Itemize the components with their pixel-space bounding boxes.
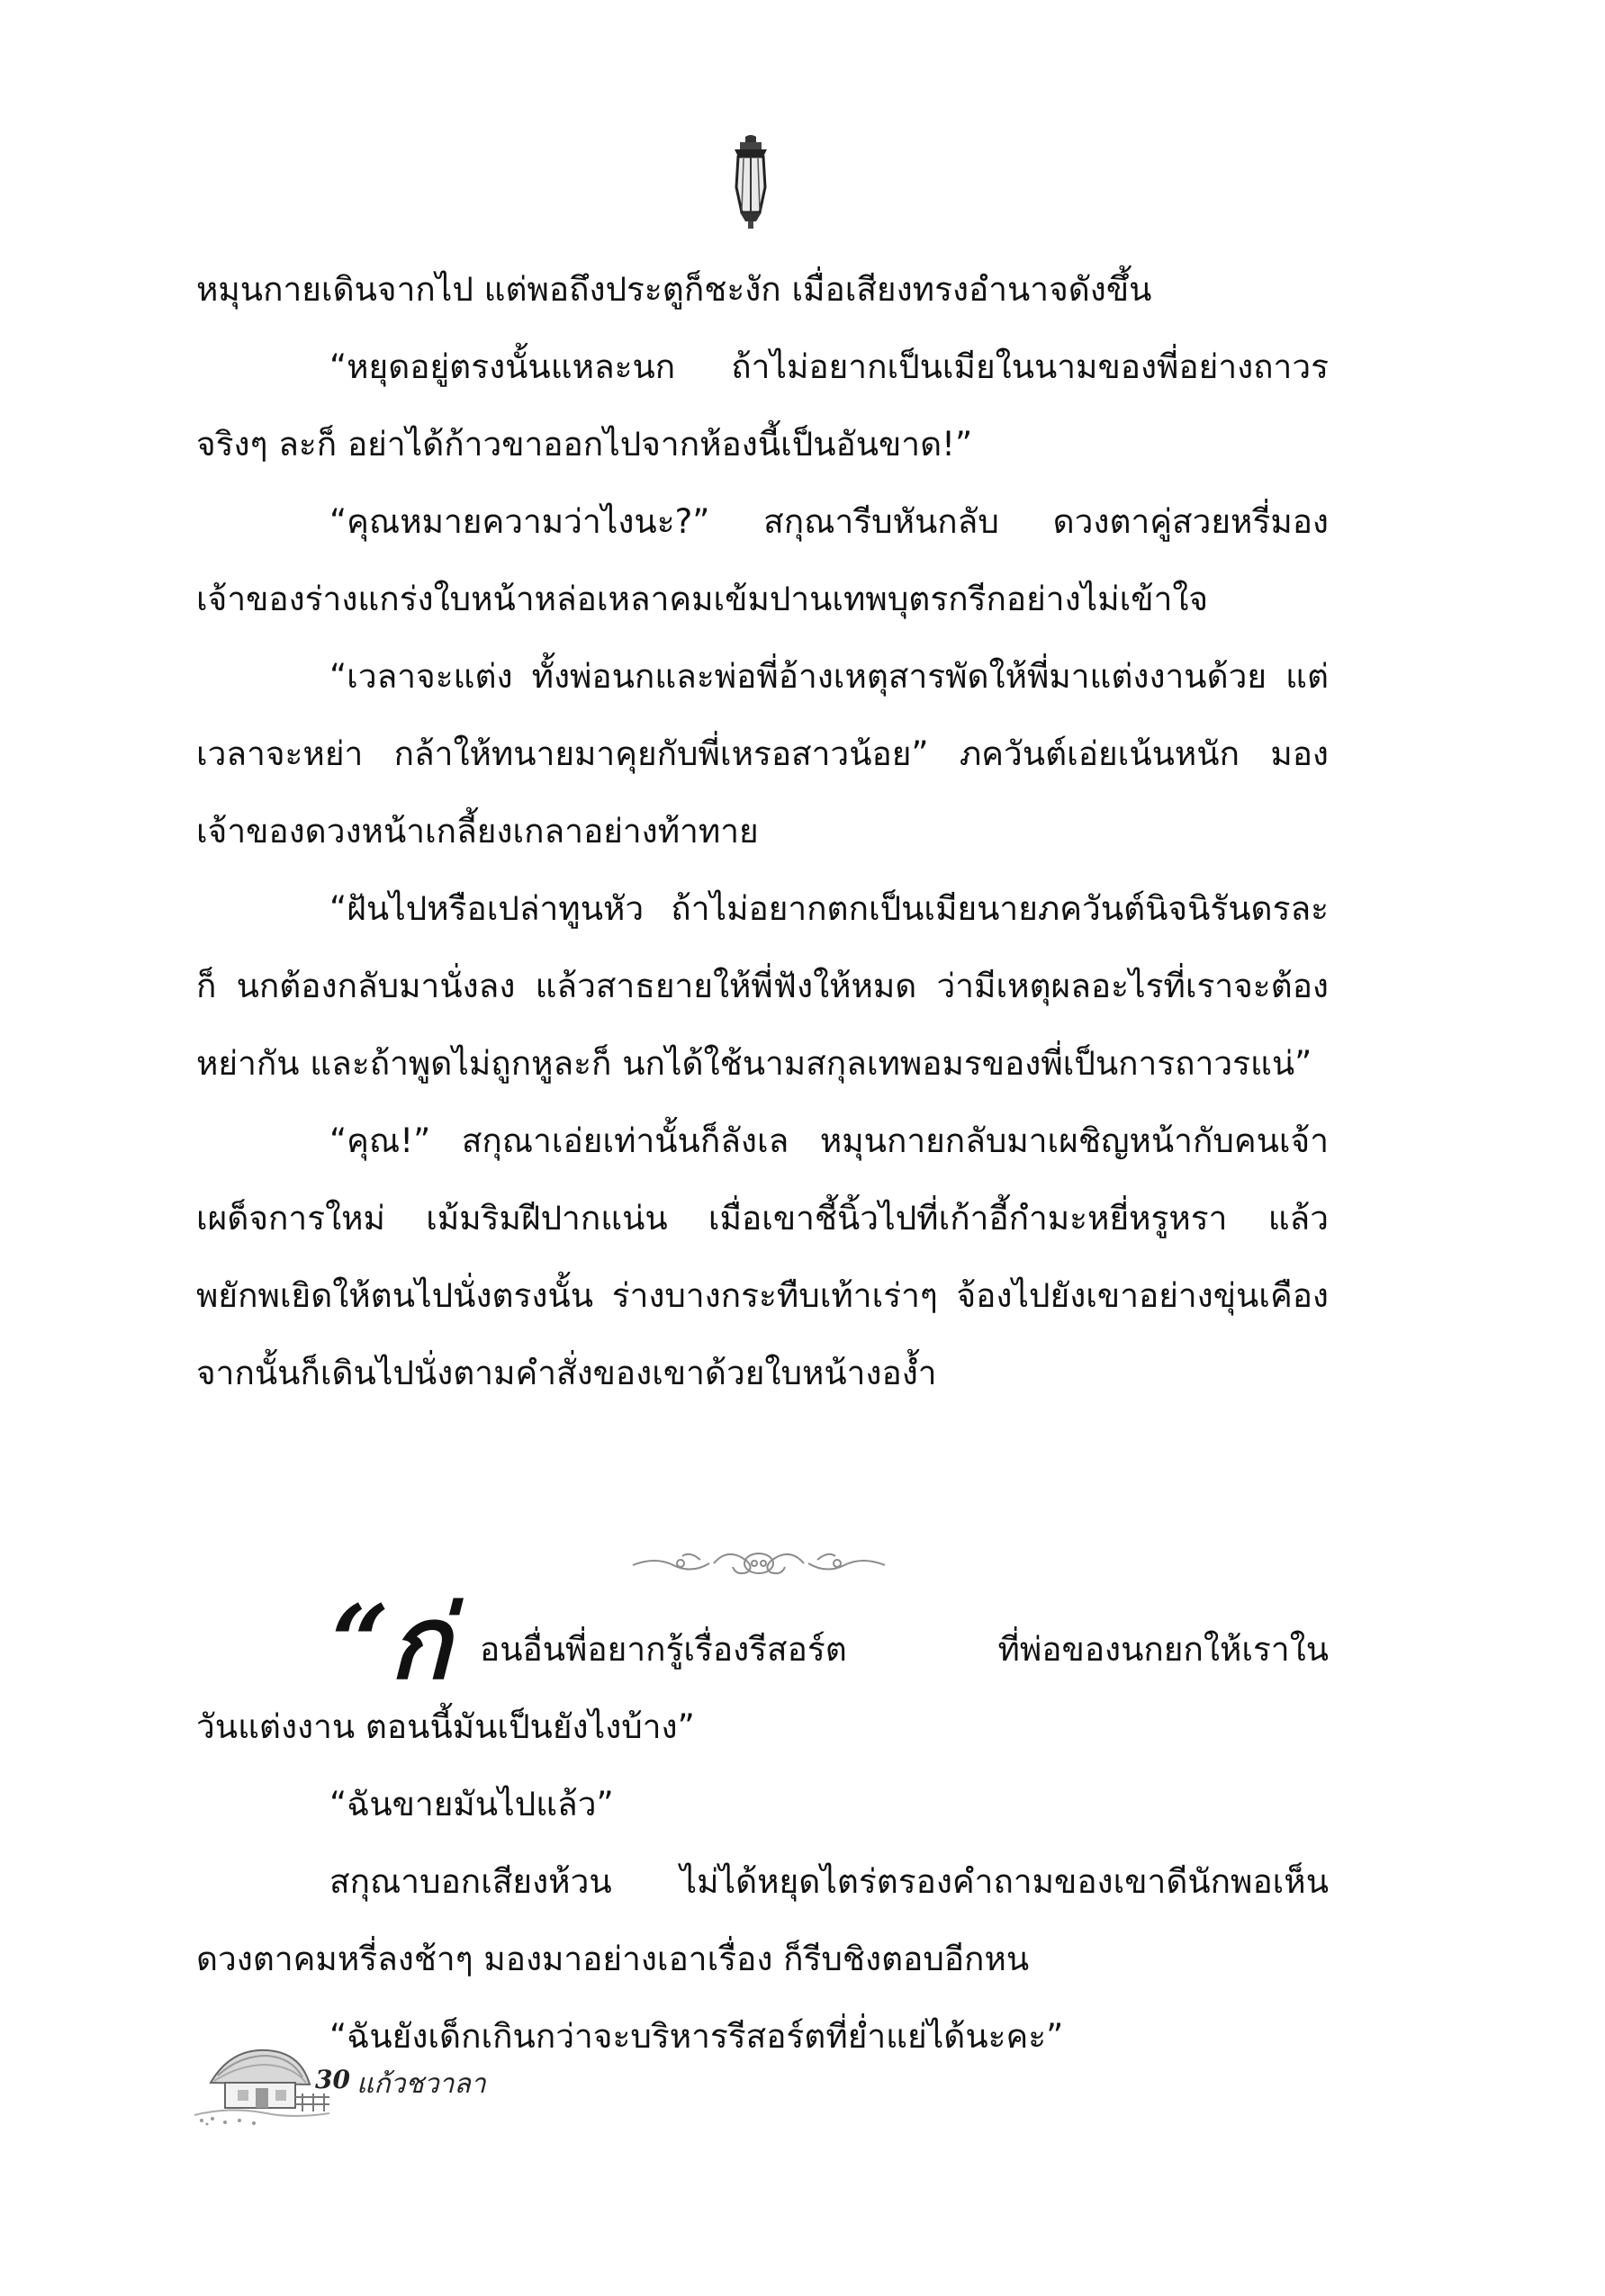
dropcap-line-text: อนอื่นพี่อยากรู้เรื่องรีสอร์ต ที่พ่อของนกยกให้เราใน	[480, 1630, 1329, 1669]
page-number: 30	[315, 2065, 350, 2094]
dropcap-line	[196, 1584, 1329, 1702]
lantern-icon	[726, 133, 776, 232]
paragraph: “หยุดอยู่ตรงนั้นแหละนก ถ้าไม่อยากเป็นเมียในนามของพี่อย่างถาวรจริงๆ ละก็ อย่าได้ก้าวขาออกไปจากห้องนี้เป็นอันขาด!”	[196, 347, 1329, 464]
paragraph: “คุณ!” สกุณาเอ่ยเท่านั้นก็ลังเล หมุนกายกลับมาเผชิญหน้ากับคนเจ้าเผด็จการใหม่ เม้มริมฝีปากแน่น เมื่อเขาชี้นิ้วไปที่เก้าอี้กำมะหยี่หรูหรา แล้วพยักพเยิดให้ตนไปนั่งตรงนั้น ร่างบางกระทืบเท้าเร่าๆ จ้องไปยังเขาอย่างขุ่นเคือง จากนั้นก็เดินไปนั่งตามคำสั่งของเขาด้วยใบหน้างองํ้า	[196, 1121, 1329, 1392]
paragraph: “คุณหมายความว่าไงนะ?” สกุณารีบหันกลับ ดวงตาคู่สวยหรี่มองเจ้าของร่างแกร่งใบหน้าหล่อเหลาคมเข้มปานเทพบุตรกรีกอย่างไม่เข้าใจ	[196, 502, 1329, 618]
house-icon	[194, 2043, 329, 2126]
paragraph: “ฉันยังเด็กเกินกว่าจะบริหารรีสอร์ตที่ย่ำแย่ได้นะคะ”	[329, 2017, 1064, 2056]
paragraph: “ฝันไปหรือเปล่าทูนหัว ถ้าไม่อยากตกเป็นเมียนายภควันต์นิจนิรันดรละก็ นกต้องกลับมานั่งลง แล้วสาธยายให้พี่ฟังให้หมด ว่ามีเหตุผลอะไรที่เราจะต้องหย่ากัน และถ้าพูดไม่ถูกหูละก็ นกได้ใช้นามสกุลเทพอมรของพี่เป็นการถาวรแน่”	[196, 889, 1329, 1083]
paragraph: สกุณาบอกเสียงห้วน ไม่ได้หยุดไตร่ตรองคำถามของเขาดีนักพอเห็นดวงตาคมหรี่ลงช้าๆ มองมาอย่างเอาเรื่อง ก็รีบชิงตอบอีกหน	[196, 1862, 1329, 1978]
text-block-1	[196, 251, 1329, 1412]
page-footer	[194, 2043, 518, 2133]
paragraph: “ฉันขายมันไปแล้ว”	[329, 1785, 614, 1823]
text-block-2	[196, 1584, 1329, 2075]
paragraph: วันแต่งงาน ตอนนี้มันเป็นยังไงบ้าง”	[196, 1707, 695, 1746]
paragraph: “เวลาจะแต่ง ทั้งพ่อนกและพ่อพี่อ้างเหตุสารพัดให้พี่มาแต่งงานด้วย แต่เวลาจะหย่า กล้าให้ทนายมาคุยกับพี่เหรอสาวน้อย” ภควันต์เอ่ยเน้นหนัก มองเจ้าของดวงหน้าเกลี้ยงเกลาอย่างท้าทาย	[196, 657, 1329, 851]
paragraph: หมุนกายเดินจากไป แต่พอถึงประตูก็ชะงัก เมื่อเสียงทรงอำนาจดังขึ้น	[196, 270, 1152, 309]
floral-divider-icon	[628, 1544, 889, 1583]
drop-cap: “ก่	[331, 1584, 451, 1702]
book-title: แก้วชวาลา	[356, 2068, 486, 2100]
